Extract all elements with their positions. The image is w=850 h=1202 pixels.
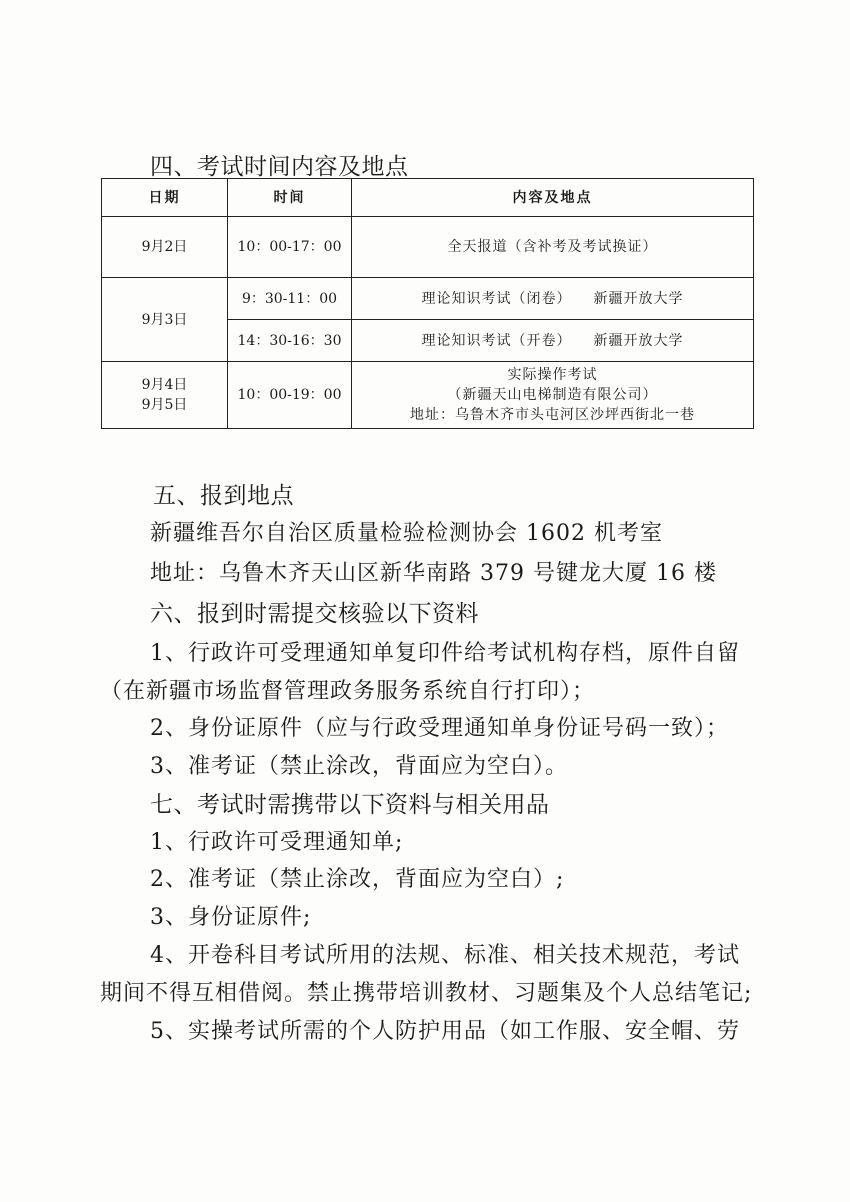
content-line: （新疆天山电梯制造有限公司）	[447, 387, 658, 403]
cell-time: 10：00-17：00	[228, 217, 352, 278]
cell-date	[102, 362, 228, 429]
content-line: 地址：乌鲁木齐市头屯河区沙坪西街北一巷	[410, 407, 695, 423]
cell-content	[352, 362, 754, 429]
list-item: 2、准考证（禁止涂改，背面应为空白）;	[150, 867, 565, 892]
list-item: 3、身份证原件;	[150, 905, 312, 930]
cell-time: 9：30-11：00	[228, 278, 352, 320]
list-item: 1、行政许可受理通知单复印件给考试机构存档，原件自留	[150, 641, 740, 666]
table-header-row	[102, 179, 754, 217]
cell-content	[352, 320, 754, 362]
cell-content: 全天报道（含补考及考试换证）	[352, 217, 754, 278]
exam-type-text: 理论知识考试（闭卷）	[421, 290, 572, 307]
list-item-continuation: 期间不得互相借阅。禁止携带培训教材、习题集及个人总结笔记;	[100, 981, 753, 1006]
cell-date: 9月3日	[102, 278, 228, 362]
cell-content	[352, 278, 754, 320]
cell-time: 14：30-16：30	[228, 320, 352, 362]
cell-time: 10：00-19：00	[228, 362, 352, 429]
exam-place-text: 新疆开放大学	[593, 332, 684, 349]
cell-date: 9月2日	[102, 217, 228, 278]
venue-address: 地址：乌鲁木齐天山区新华南路 379 号键龙大厦 16 楼	[150, 561, 717, 586]
list-item: 2、身份证原件（应与行政受理通知单身份证号码一致）；	[150, 716, 729, 741]
table-row	[102, 217, 754, 278]
list-item: 4、开卷科目考试所用的法规、标准、相关技术规范，考试	[150, 943, 740, 968]
exam-type-text: 理论知识考试（开卷）	[421, 332, 572, 349]
list-item-continuation: （在新疆市场监督管理政务服务系统自行打印）；	[100, 679, 596, 704]
list-item: 3、准考证（禁止涂改，背面应为空白）。	[150, 754, 568, 779]
venue-name: 新疆维吾尔自治区质量检验检测协会 1602 机考室	[150, 521, 663, 546]
table-row	[102, 362, 754, 429]
exam-schedule-table	[101, 178, 754, 429]
exam-place-text: 新疆开放大学	[593, 290, 684, 307]
header-content: 内容及地点	[352, 179, 754, 217]
section5-heading: 五、报到地点	[153, 483, 294, 509]
section4-heading: 四、考试时间内容及地点	[150, 154, 409, 180]
header-time: 时间	[228, 179, 352, 217]
section6-heading: 六、报到时需提交核验以下资料	[150, 601, 479, 627]
date-line: 9月5日	[141, 397, 188, 413]
list-item: 5、实操考试所需的个人防护用品（如工作服、安全帽、劳	[150, 1019, 740, 1044]
table-row	[102, 278, 754, 320]
header-date: 日期	[102, 179, 228, 217]
date-line: 9月4日	[141, 377, 188, 393]
content-line: 实际操作考试	[507, 367, 598, 383]
list-item: 1、行政许可受理通知单;	[150, 830, 404, 855]
section7-heading: 七、考试时需携带以下资料与相关用品	[150, 792, 550, 818]
